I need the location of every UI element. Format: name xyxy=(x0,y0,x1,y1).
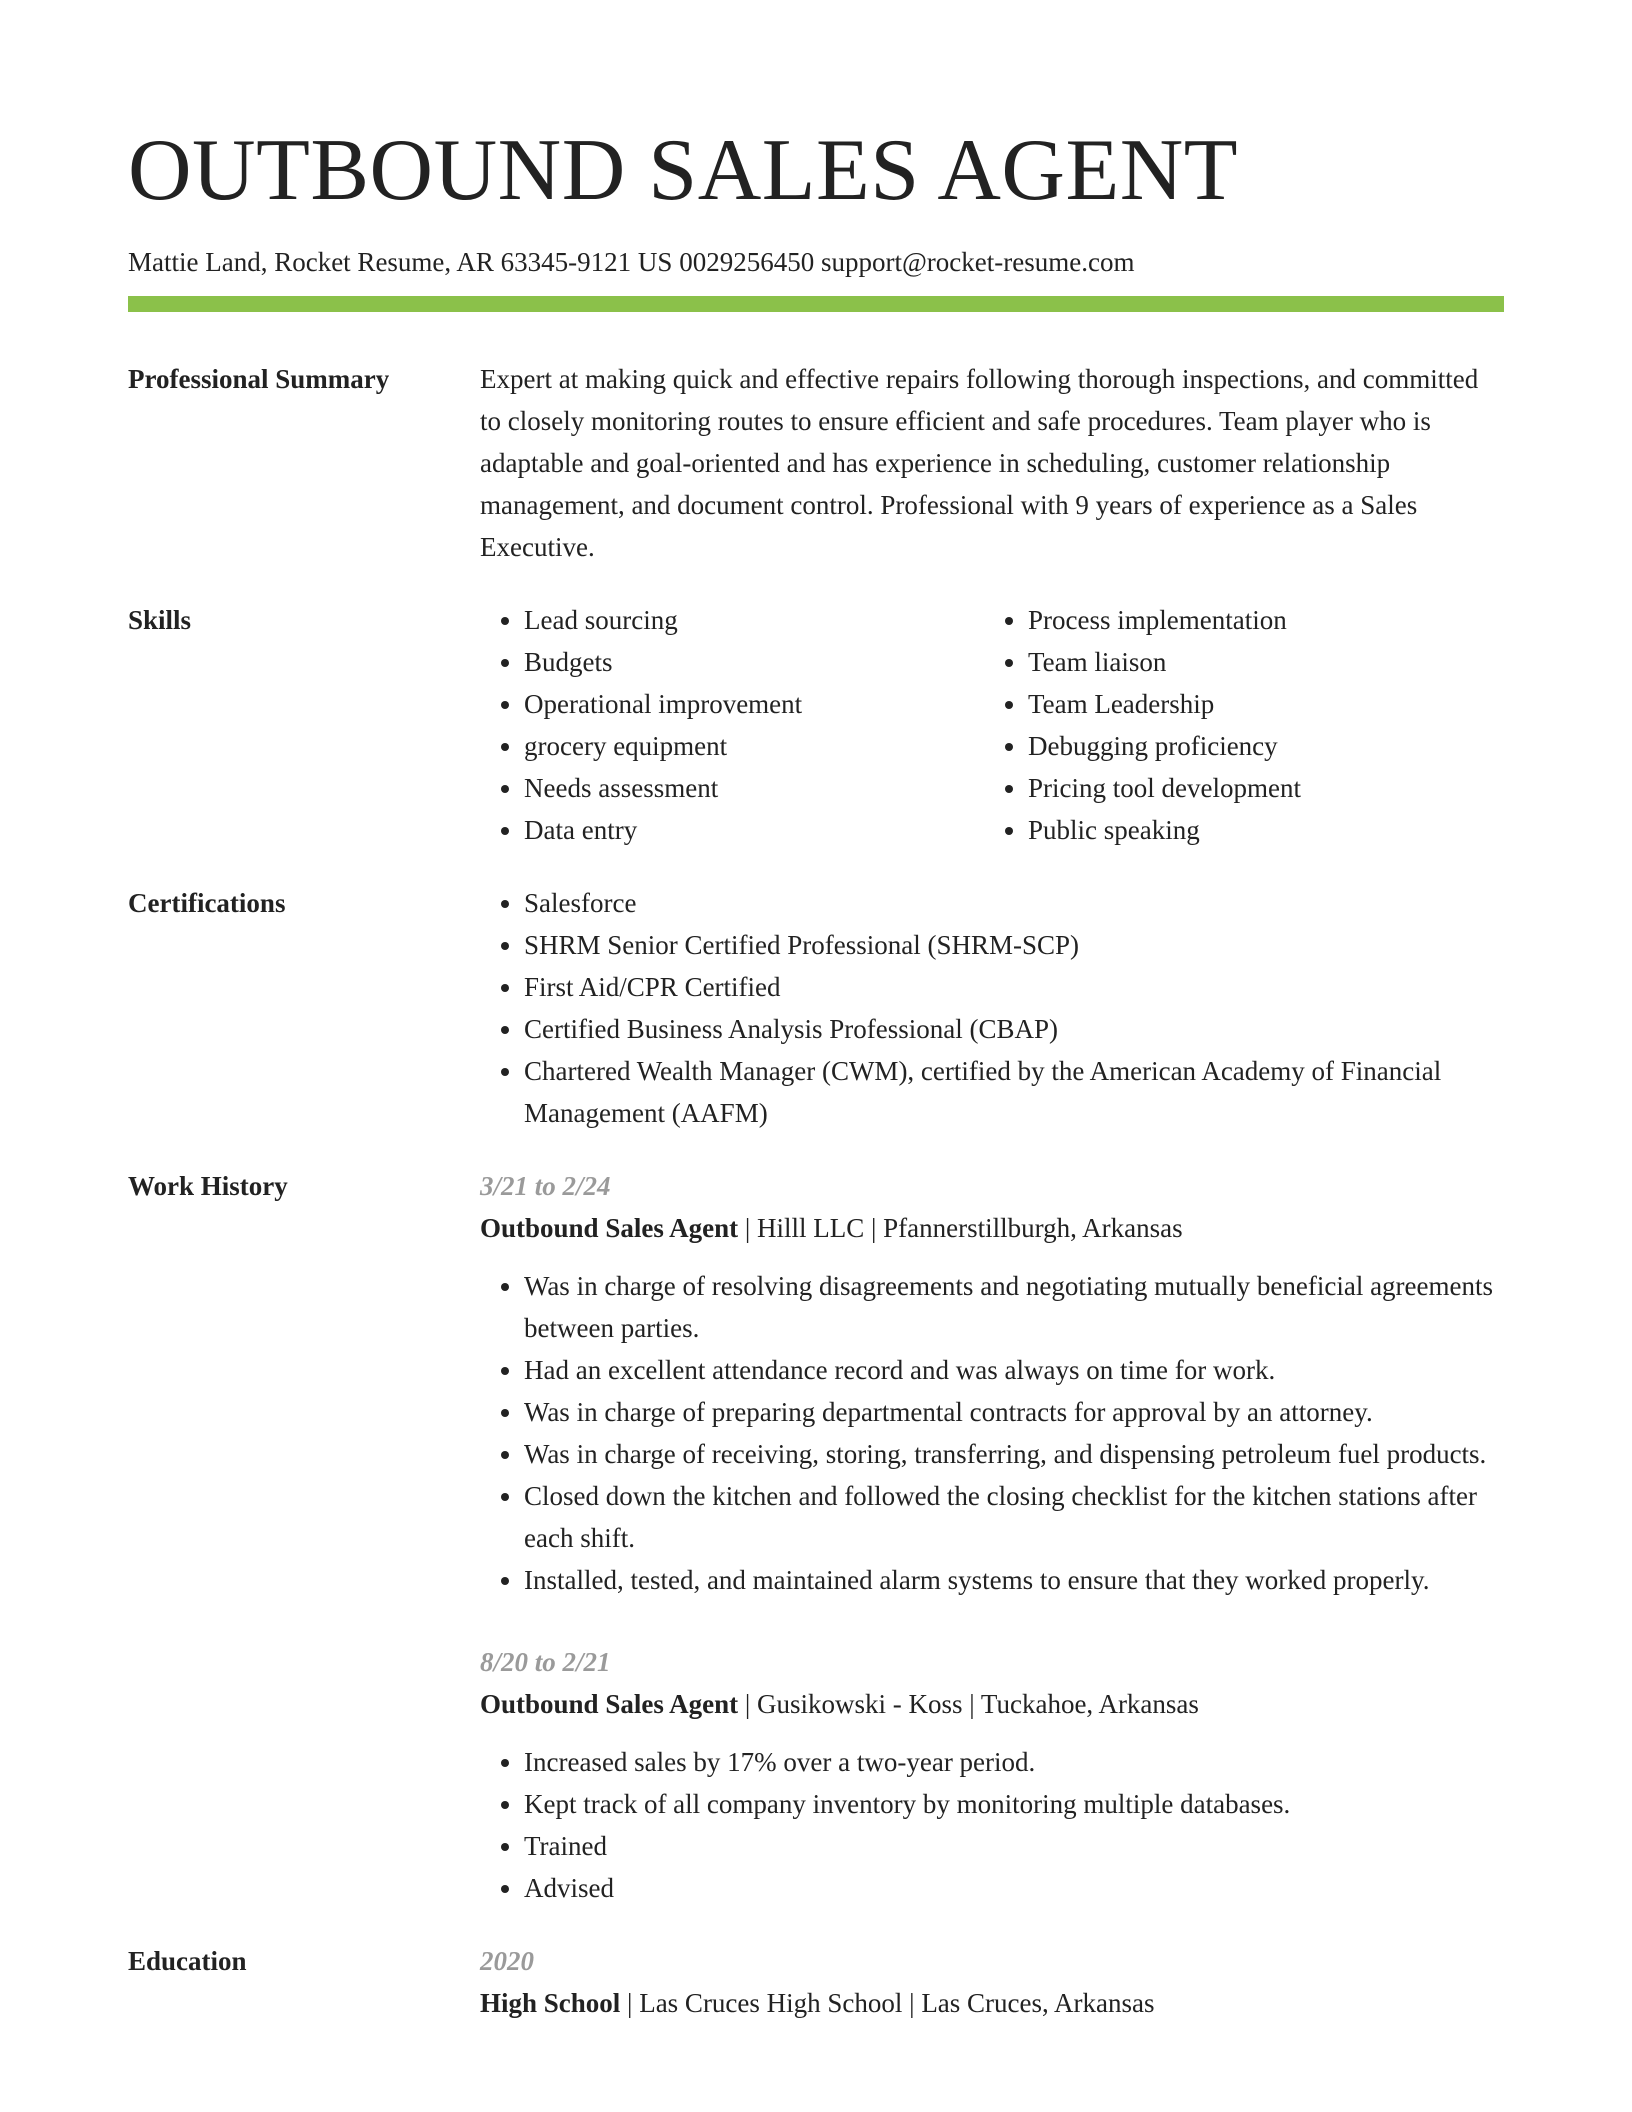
section-label-skills: Skills xyxy=(128,605,192,635)
skill-item: • Team liaison xyxy=(1028,641,1488,683)
skill-item: • Public speaking xyxy=(1028,809,1488,851)
certification-item: • First Aid/CPR Certified xyxy=(524,966,1504,1008)
skill-item: • Team Leadership xyxy=(1028,683,1488,725)
education-section xyxy=(128,1940,1504,2024)
job-bullet: • Advised xyxy=(524,1867,1504,1909)
job-dates: 8/20 to 2/21 xyxy=(480,1647,611,1677)
skills-body xyxy=(480,599,1504,851)
job-details: | Hilll LLC | Pfannerstillburgh, Arkansas xyxy=(738,1213,1183,1243)
accent-divider xyxy=(128,296,1504,312)
education-body xyxy=(480,1940,1504,2024)
education-details: | Las Cruces High School | Las Cruces, Arkansas xyxy=(620,1988,1155,2018)
job-bullet: • Installed, tested, and maintained alarm systems to ensure that they worked properly. xyxy=(524,1559,1504,1601)
job-bullet: • Kept track of all company inventory by monitoring multiple databases. xyxy=(524,1783,1504,1825)
section-label-summary: Professional Summary xyxy=(128,364,390,394)
section-label-education: Education xyxy=(128,1946,247,1976)
skill-item: • Operational improvement xyxy=(524,683,984,725)
work-history-body xyxy=(480,1165,1504,1909)
skill-item: • Budgets xyxy=(524,641,984,683)
skill-item: • Needs assessment xyxy=(524,767,984,809)
certifications-body xyxy=(480,882,1504,1134)
skill-item: • Pricing tool development xyxy=(1028,767,1488,809)
job-entry xyxy=(480,1641,1504,1909)
job-bullet: • Had an excellent attendance record and was always on time for work. xyxy=(524,1349,1504,1391)
job-dates: 3/21 to 2/24 xyxy=(480,1171,611,1201)
skills-list-left xyxy=(480,599,984,851)
resume-page xyxy=(128,0,1504,2024)
certifications-list xyxy=(480,882,1504,1134)
skill-item: • Debugging proficiency xyxy=(1028,725,1488,767)
job-bullets xyxy=(480,1265,1504,1601)
summary-body xyxy=(480,358,1504,568)
job-role-line xyxy=(480,1683,1504,1725)
contact-line: Mattie Land, Rocket Resume, AR 63345-9121 US 0029256450 support@rocket-resume.com xyxy=(128,247,1135,277)
job-title: Outbound Sales Agent xyxy=(480,1213,739,1243)
education-year: 2020 xyxy=(480,1946,534,1976)
skill-item: • Process implementation xyxy=(1028,599,1488,641)
section-label-certifications: Certifications xyxy=(128,888,286,918)
job-bullet: • Trained xyxy=(524,1825,1504,1867)
job-title: Outbound Sales Agent xyxy=(480,1689,739,1719)
summary-section xyxy=(128,358,1504,568)
certification-item: • SHRM Senior Certified Professional (SHRM-SCP) xyxy=(524,924,1504,966)
job-details: | Gusikowski - Koss | Tuckahoe, Arkansas xyxy=(738,1689,1199,1719)
certification-item: • Salesforce xyxy=(524,882,1504,924)
job-entry xyxy=(480,1165,1504,1601)
skills-list-right xyxy=(984,599,1488,851)
job-bullets xyxy=(480,1741,1504,1909)
summary-text: Expert at making quick and effective repairs following thorough inspections, and committed to closely monitoring routes to ensure efficient and safe procedures. Team player who is adaptable and goal-oriented and has experience in scheduling, customer relationship management, and document control. Professional with 9 years of experience as a Sales Executive. xyxy=(480,364,1479,562)
certifications-section xyxy=(128,882,1504,1134)
education-line xyxy=(480,1982,1504,2024)
job-bullet: • Was in charge of preparing departmental contracts for approval by an attorney. xyxy=(524,1391,1504,1433)
resume-title: OUTBOUND SALES AGENT xyxy=(128,122,1238,219)
skill-item: • Data entry xyxy=(524,809,984,851)
certification-item: • Chartered Wealth Manager (CWM), certified by the American Academy of Financial Management (AAFM) xyxy=(524,1050,1504,1134)
work-history-section xyxy=(128,1165,1504,1909)
job-bullet: • Closed down the kitchen and followed the closing checklist for the kitchen stations after each shift. xyxy=(524,1475,1504,1559)
skills-section xyxy=(128,599,1504,851)
education-degree: High School xyxy=(480,1988,621,2018)
job-bullet: • Was in charge of receiving, storing, transferring, and dispensing petroleum fuel products. xyxy=(524,1433,1504,1475)
job-role-line xyxy=(480,1207,1504,1249)
job-bullet: • Increased sales by 17% over a two-year period. xyxy=(524,1741,1504,1783)
section-label-work-history: Work History xyxy=(128,1171,288,1201)
certification-item: • Certified Business Analysis Professional (CBAP) xyxy=(524,1008,1504,1050)
job-bullet: • Was in charge of resolving disagreements and negotiating mutually beneficial agreements between parties. xyxy=(524,1265,1504,1349)
skill-item: • Lead sourcing xyxy=(524,599,984,641)
skill-item: • grocery equipment xyxy=(524,725,984,767)
